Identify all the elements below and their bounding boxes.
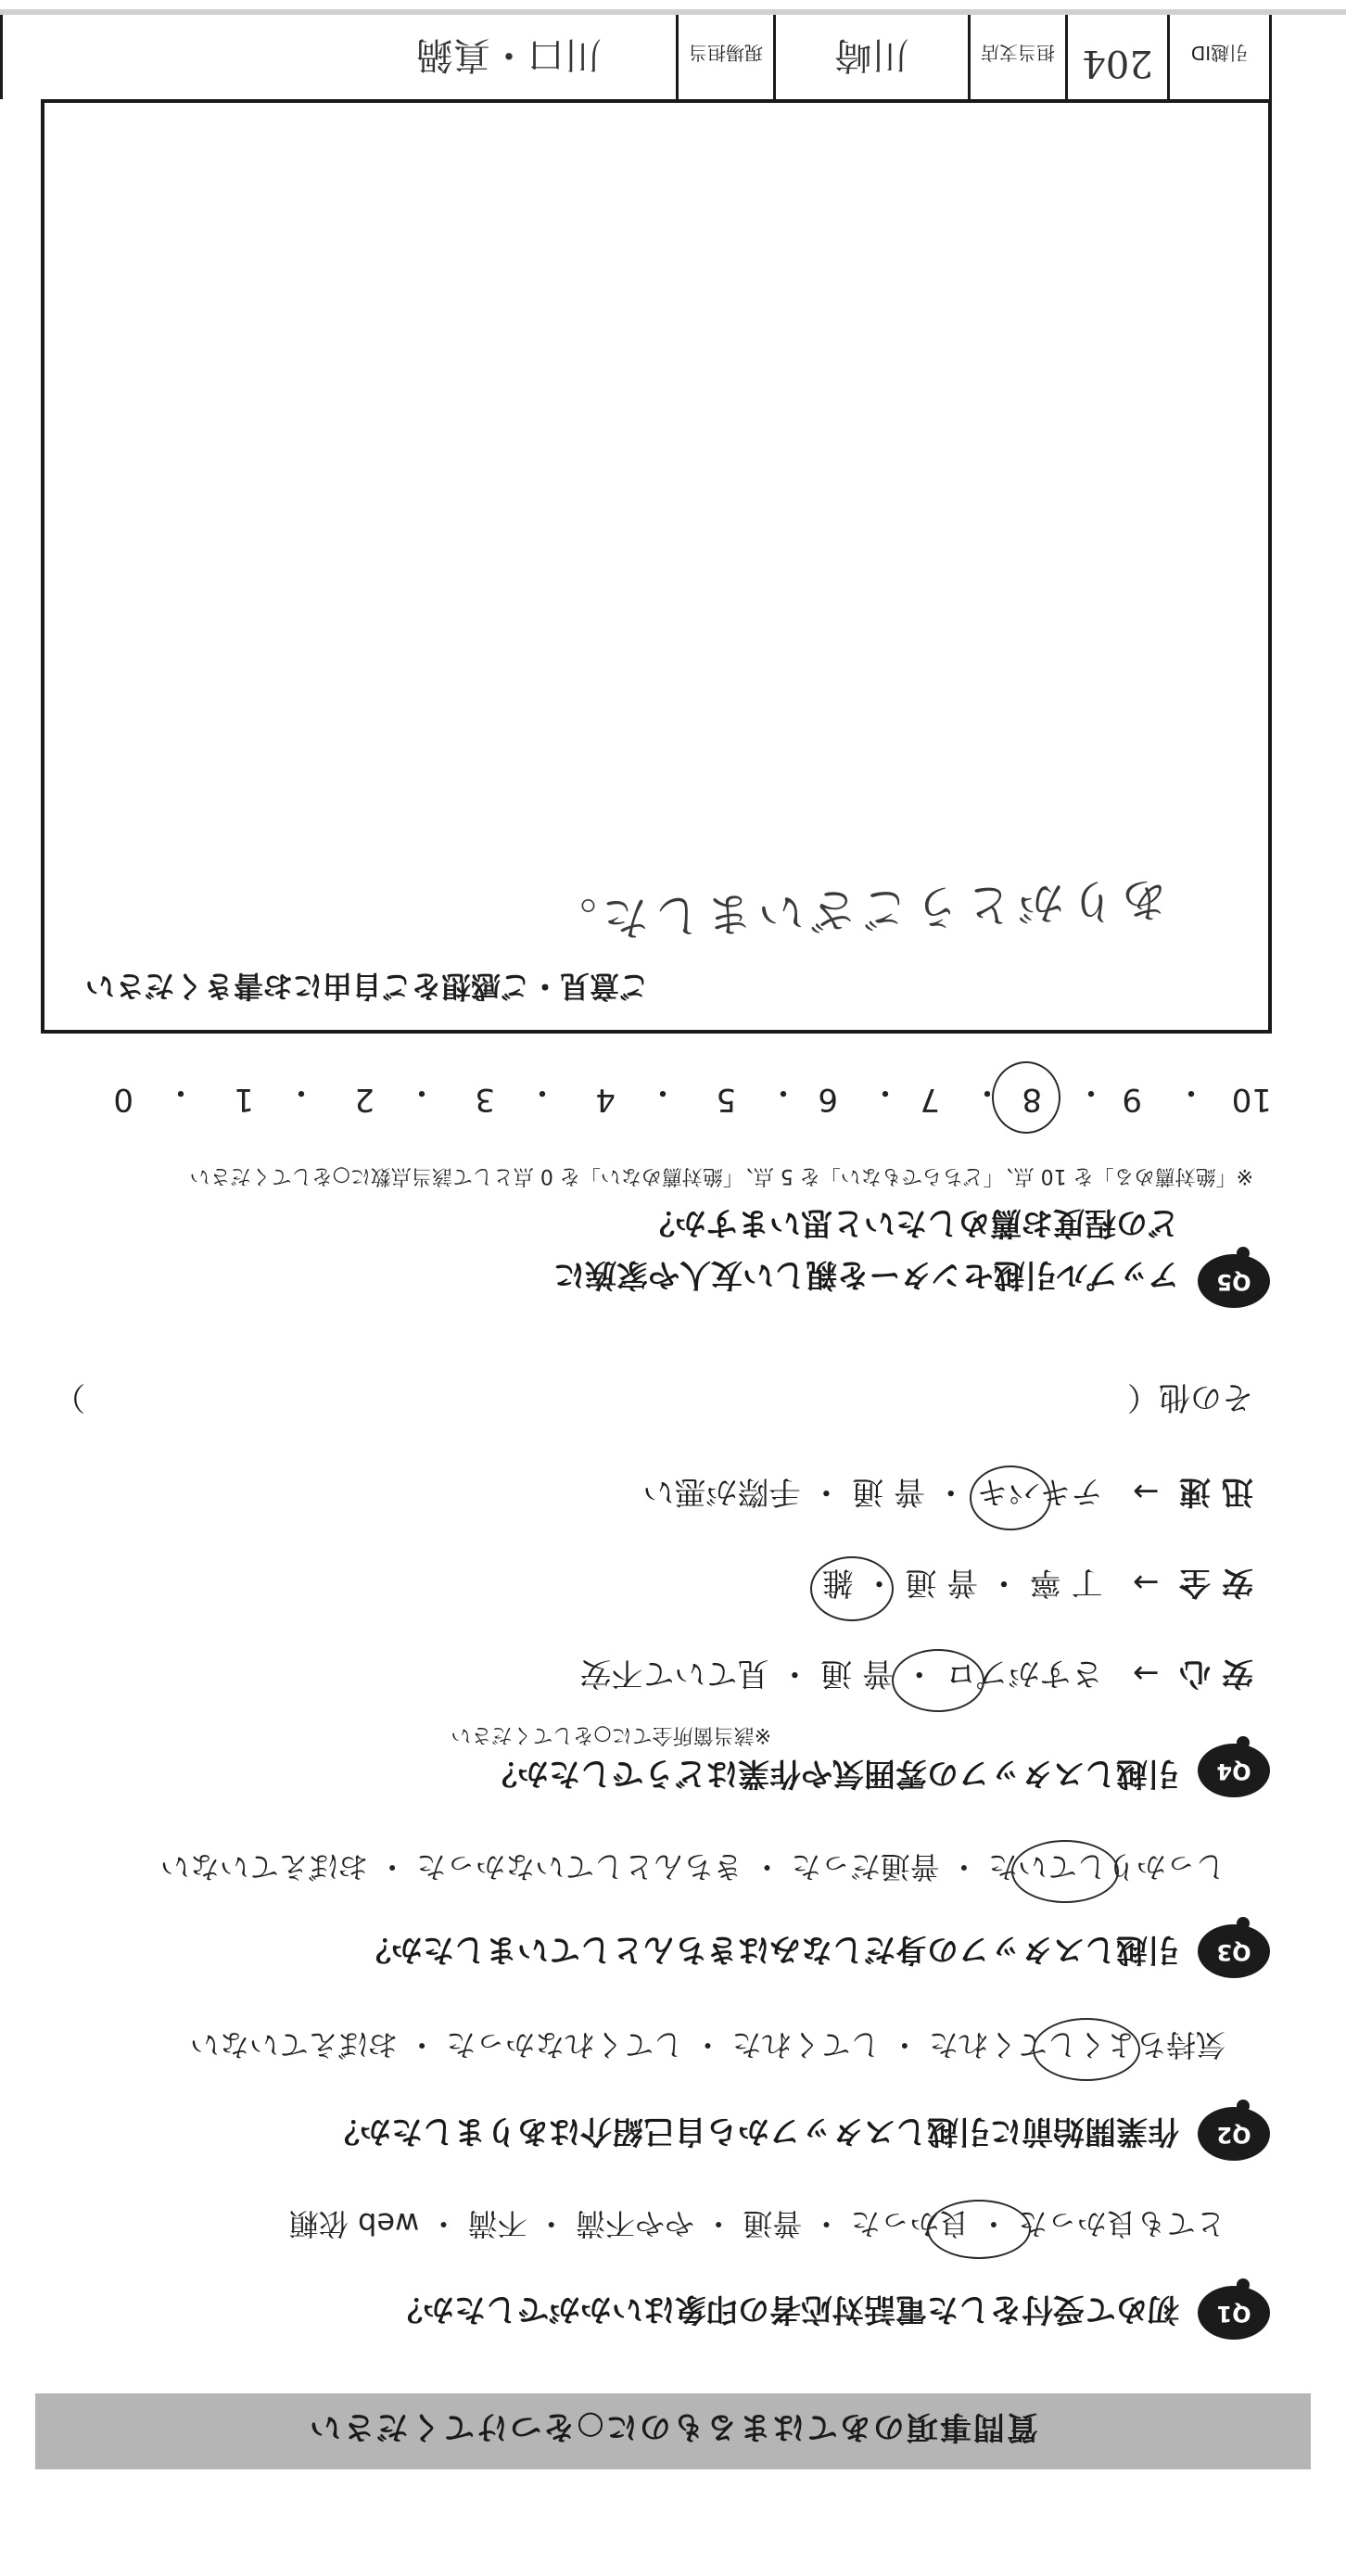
q3-question: 引越しスタッフの身だしなみはきちんとしていましたか？ (360, 1931, 1179, 1968)
move-id-value-cell: 204 (1065, 15, 1167, 99)
staff-info-table (0, 12, 1272, 99)
q4-other-row: その他（ (1127, 1378, 1253, 1415)
q4-jinsoku-circle (970, 1466, 1051, 1530)
leader-value-cell: 川口・真鍋 (416, 33, 602, 76)
q4-row-anzen: 安 全 → 丁 寧 ・ 普 通 ・ 雑 (821, 1564, 1253, 1601)
q2-question: 作業開始前に引越しスタッフから自己紹介はありましたか？ (328, 2113, 1179, 2150)
score-dot: ・ (870, 1073, 901, 1110)
q5-note: ※「絶対薦める」を 10 点、「どちらでもない」を 5 点、「絶対薦めない」を 0 点として該当点数に○をしてください (189, 1164, 1253, 1187)
q1-question: 初めて受付をした電話対応者の印象はいかがでしたか？ (391, 2290, 1179, 2328)
handwritten-comment: ありがとうございました。 (544, 871, 1169, 947)
score-8: 8 (1022, 1081, 1042, 1118)
q1-answer-circle (927, 2200, 1031, 2259)
leader-label-cell: 現場担当 (676, 15, 773, 99)
q1-badge: Q1 (1198, 2286, 1270, 2340)
q4-badge: Q4 (1198, 1744, 1270, 1797)
score-5: 5 (716, 1081, 736, 1118)
q4-anzen-circle (810, 1556, 894, 1621)
comments-box (41, 99, 1272, 1034)
score-dot: ・ (1175, 1073, 1207, 1110)
score-7: 7 (920, 1081, 940, 1118)
move-id-label-cell: 引越ID (1167, 15, 1269, 99)
q4-question: 引越しスタッフの雰囲気や作業はどうでしたか？ (486, 1755, 1179, 1792)
branch-value-cell: 川崎 (773, 15, 968, 99)
q3-answer-circle (1011, 1840, 1119, 1903)
q3-badge: Q3 (1198, 1924, 1270, 1978)
q2-badge: Q2 (1198, 2107, 1270, 2161)
q4-note: ※該当箇所全てに○をしてください (451, 1723, 771, 1746)
score-1: 1 (234, 1081, 254, 1118)
q3-options: しっかりしていた ・ 普通だった ・ きちんとしていなかった ・ おぼえていない (159, 1849, 1225, 1884)
q1-options: とても良かった ・ 良かった ・ 普通 ・ やや不満 ・ 不満 ・ web 依頼 (288, 2206, 1225, 2241)
score-6: 6 (818, 1081, 838, 1118)
score-dot: ・ (1075, 1073, 1107, 1110)
branch-label-cell: 担当支店 (968, 15, 1065, 99)
scan-edge (0, 9, 1346, 15)
score-dot: ・ (165, 1073, 197, 1110)
q4-other-close: ） (54, 1378, 85, 1415)
q5-badge: Q5 (1198, 1254, 1270, 1308)
score-3: 3 (475, 1081, 495, 1118)
q4-row-anshin: 安 心 → さすがプロ ・ 普 通 ・ 見ていて不安 (579, 1655, 1253, 1692)
q2-options: 気持ちよくしてくれた ・ してくれた ・ してくれなかった ・ おぼえていない (189, 2027, 1225, 2062)
score-dot: ・ (768, 1073, 799, 1110)
score-dot: ・ (406, 1073, 438, 1110)
q5-answer-circle (992, 1061, 1060, 1134)
q5-score-scale (67, 1073, 1272, 1118)
q2-answer-circle (1033, 2018, 1140, 2081)
score-dot: ・ (971, 1073, 1003, 1110)
q4-anshin-circle (892, 1649, 984, 1712)
score-dot: ・ (527, 1073, 558, 1110)
score-0: 0 (113, 1081, 133, 1118)
score-10: 10 (1231, 1081, 1272, 1118)
instructions-title: 質問事項のあてはまるものに○をつけてください (308, 2408, 1038, 2445)
instructions-header (35, 2393, 1311, 2469)
score-4: 4 (595, 1081, 616, 1118)
comments-title: ご意見・ご感想をご自由にお書きください (84, 969, 649, 1004)
q5-question-line1: アップル引越センターを親しい友人や家族に (553, 1256, 1179, 1293)
score-dot: ・ (647, 1073, 679, 1110)
score-2: 2 (354, 1081, 375, 1118)
score-9: 9 (1122, 1081, 1142, 1118)
q5-question-line2: どの程度お薦めしたいと思いますか？ (643, 1204, 1179, 1241)
score-dot: ・ (286, 1073, 317, 1110)
q4-row-jinsoku: 迅 速 → テキパキ ・ 普 通 ・ 手際が悪い (642, 1473, 1253, 1510)
